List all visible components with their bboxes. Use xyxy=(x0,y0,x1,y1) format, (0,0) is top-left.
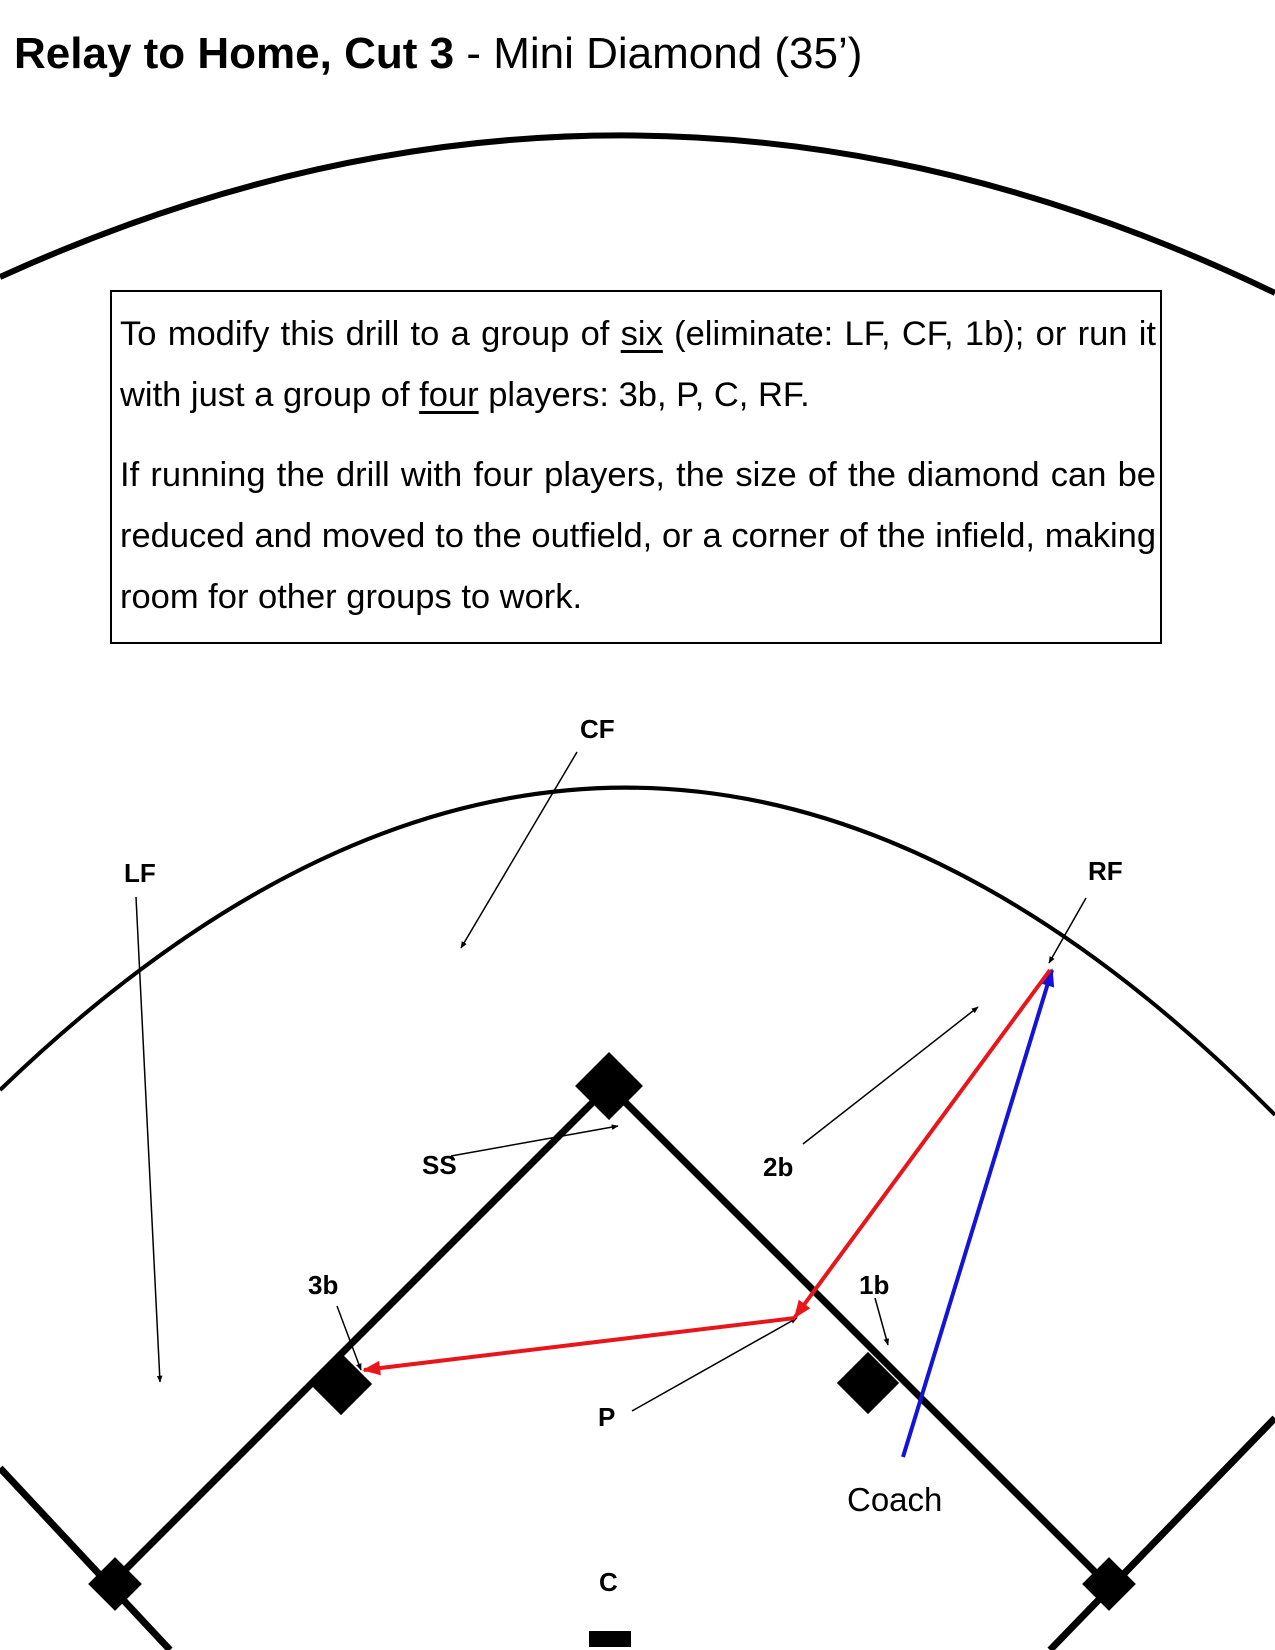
note-paragraph-1 xyxy=(120,304,1156,426)
label-lf: LF xyxy=(124,858,156,888)
outfield-arc xyxy=(0,788,1275,1115)
modification-note-box xyxy=(110,290,1162,644)
cf-pointer xyxy=(461,752,577,948)
label-ss: SS xyxy=(422,1150,457,1180)
label-second-base: 2b xyxy=(763,1152,794,1182)
first-base xyxy=(837,1352,899,1414)
outer-fence-arc xyxy=(0,135,1275,293)
big-first-base-line xyxy=(1050,1418,1275,1650)
ss-pointer xyxy=(451,1126,618,1156)
first-base-pointer xyxy=(875,1298,888,1345)
third-base xyxy=(310,1353,372,1415)
note-paragraph-2: If running the drill with four players, the size of the diamond can be reduced and moved to the outfield, or a corner of the infield, making room for other groups to work. xyxy=(120,456,1156,616)
title-rest: - Mini Diamond (35’) xyxy=(454,29,863,78)
note-p1-text-b: (eliminate: LF, CF, 1b); or run it with just a group of xyxy=(120,315,1156,414)
label-third-base: 3b xyxy=(308,1270,339,1300)
big-third-base-line xyxy=(0,1468,170,1650)
label-rf: RF xyxy=(1088,856,1123,886)
coach-hit-arrow xyxy=(903,970,1052,1457)
second-base-pointer xyxy=(803,1007,978,1144)
label-coach: Coach xyxy=(847,1481,943,1518)
note-p1-six: six xyxy=(620,315,663,353)
mini-diamond-left-side xyxy=(113,1086,609,1582)
lf-pointer xyxy=(136,897,160,1382)
note-p1-text-c: players: 3b, P, C, RF. xyxy=(478,376,810,414)
home-plate xyxy=(589,1631,631,1647)
pitcher-pointer xyxy=(632,1318,797,1411)
label-pitcher: P xyxy=(598,1402,616,1432)
relay-throw-rf-to-cutoff xyxy=(795,970,1050,1317)
label-first-base: 1b xyxy=(859,1270,890,1300)
title-bold: Relay to Home, Cut 3 xyxy=(14,29,455,78)
label-cf: CF xyxy=(580,714,615,744)
note-p1-text-a: To modify this drill to a group of xyxy=(120,315,621,353)
label-catcher: C xyxy=(599,1567,618,1597)
note-p1-four: four xyxy=(419,376,479,414)
relay-throw-cutoff-to-third xyxy=(364,1318,795,1370)
